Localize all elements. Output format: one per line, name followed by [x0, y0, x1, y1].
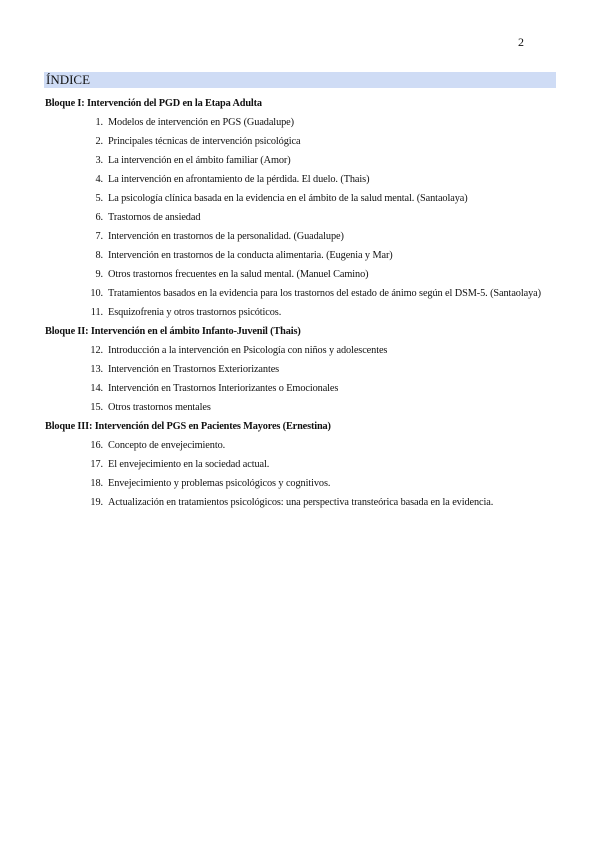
item-number: 9.	[95, 269, 103, 280]
item-text: Envejecimiento y problemas psicológicos y cognitivos.	[108, 478, 331, 489]
block-title: Bloque II: Intervención en el ámbito Infanto-Juvenil (Thais)	[45, 326, 301, 337]
item-number: 14.	[90, 383, 103, 394]
item-text: La intervención en afrontamiento de la pérdida. El duelo. (Thais)	[108, 174, 370, 185]
toc-item	[45, 208, 557, 227]
item-number: 17.	[90, 459, 103, 470]
item-text: Intervención en trastornos de la personalidad. (Guadalupe)	[108, 231, 344, 242]
item-text: Intervención en Trastornos Exteriorizantes	[108, 364, 280, 375]
toc-item	[45, 151, 557, 170]
toc-item	[45, 303, 557, 322]
item-text: Otros trastornos mentales	[108, 402, 211, 413]
toc-item	[45, 360, 557, 379]
item-text: Tratamientos basados en la evidencia para los trastornos del estado de ánimo según el DSM-5. (Santaolaya)	[108, 288, 541, 299]
item-number: 1.	[95, 117, 103, 128]
item-text: Intervención en trastornos de la conducta alimentaria. (Eugenia y Mar)	[108, 250, 393, 261]
item-text: Intervención en Trastornos Interiorizantes o Emocionales	[108, 383, 339, 394]
item-number: 15.	[90, 402, 103, 413]
item-text: La psicología clínica basada en la evidencia en el ámbito de la salud mental. (Santaolaya)	[108, 193, 468, 204]
block-title: Bloque III: Intervención del PGS en Pacientes Mayores (Ernestina)	[45, 421, 331, 432]
item-number: 8.	[95, 250, 103, 261]
item-number: 2.	[95, 136, 103, 147]
item-text: Esquizofrenia y otros trastornos psicóticos.	[108, 307, 282, 318]
item-number: 13.	[90, 364, 103, 375]
item-number: 12.	[90, 345, 103, 356]
item-text: Trastornos de ansiedad	[108, 212, 201, 223]
toc-item	[45, 284, 557, 303]
item-text: La intervención en el ámbito familiar (Amor)	[108, 155, 291, 166]
item-number: 7.	[95, 231, 103, 242]
item-number: 6.	[95, 212, 103, 223]
toc-item	[45, 379, 557, 398]
item-text: Concepto de envejecimiento.	[108, 440, 226, 451]
toc-item	[45, 113, 557, 132]
item-number: 18.	[90, 478, 103, 489]
item-number: 3.	[95, 155, 103, 166]
toc-item	[45, 493, 557, 512]
block-title: Bloque I: Intervención del PGD en la Etapa Adulta	[45, 98, 262, 109]
item-number: 4.	[95, 174, 103, 185]
item-number: 5.	[95, 193, 103, 204]
toc-item	[45, 436, 557, 455]
toc-item	[45, 132, 557, 151]
item-number: 19.	[90, 497, 103, 508]
toc-item	[45, 455, 557, 474]
item-text: El envejecimiento en la sociedad actual.	[108, 459, 270, 470]
toc-item	[45, 341, 557, 360]
index-heading: ÍNDICE	[44, 72, 556, 88]
item-text: Introducción a la intervención en Psicología con niños y adolescentes	[108, 345, 388, 356]
item-number: 11.	[90, 307, 103, 318]
toc-item	[45, 398, 557, 417]
item-text: Modelos de intervención en PGS (Guadalupe)	[108, 117, 294, 128]
toc-item	[45, 246, 557, 265]
item-text: Principales técnicas de intervención psicológica	[108, 136, 301, 147]
table-of-contents	[45, 94, 557, 512]
toc-item	[45, 265, 557, 284]
item-number: 10.	[90, 288, 103, 299]
item-number: 16.	[90, 440, 103, 451]
toc-item	[45, 474, 557, 493]
item-text: Otros trastornos frecuentes en la salud mental. (Manuel Camino)	[108, 269, 369, 280]
toc-item	[45, 227, 557, 246]
toc-item	[45, 170, 557, 189]
page-number: 2	[518, 35, 524, 49]
item-text: Actualización en tratamientos psicológicos: una perspectiva transteórica basada en la evidencia.	[108, 497, 494, 508]
toc-item	[45, 189, 557, 208]
